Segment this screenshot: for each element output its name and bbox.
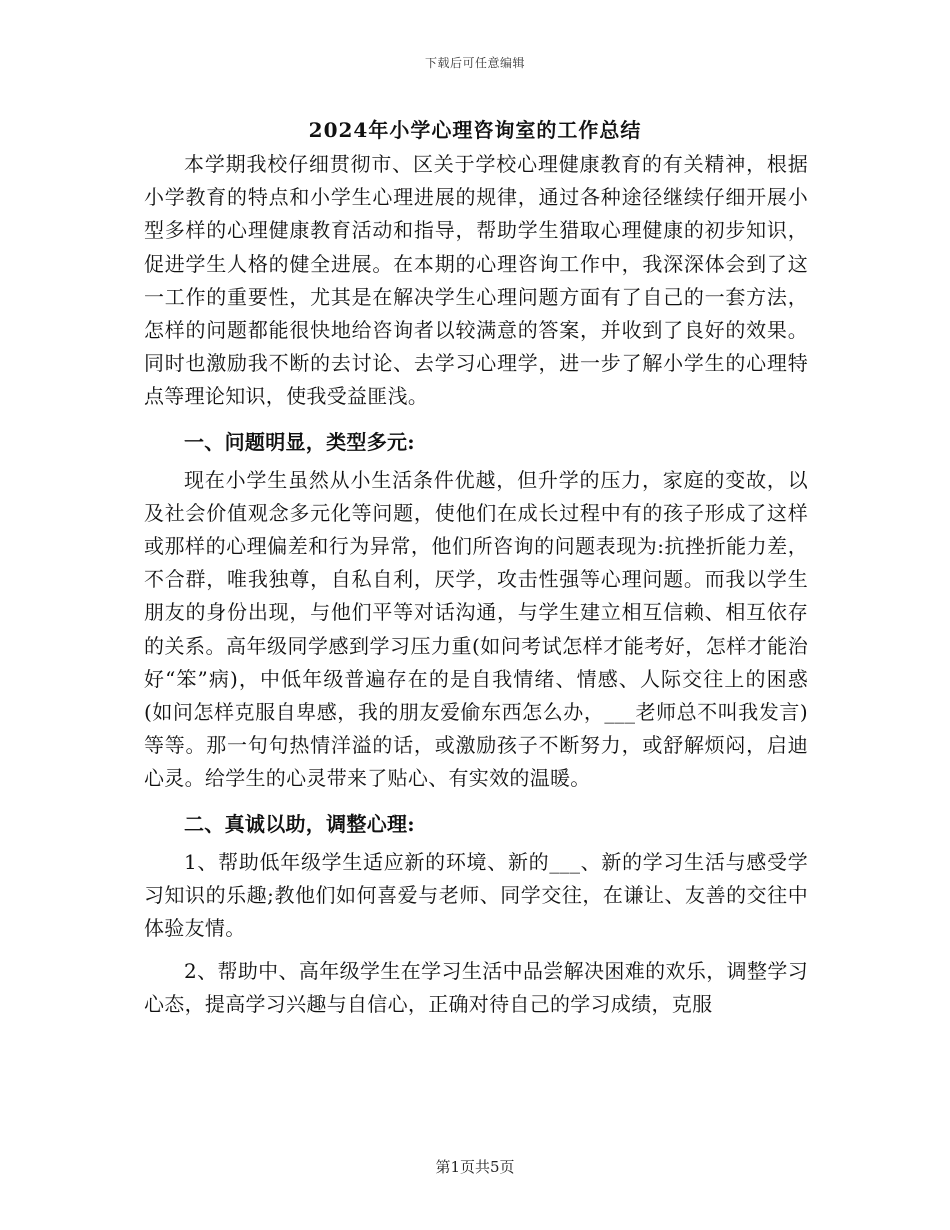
intro-paragraph: 本学期我校仔细贯彻市、区关于学校心理健康教育的有关精神，根据小学教育的特点和小学生心理进展的规律，通过各种途径继续仔细开展小型多样的心理健康教育活动和指导，帮助学生猎取心理健康的初步知识，促进学生人格的健全进展。在本期的心理咨询工作中，我深深体会到了这一工作的重要性，尤其是在解决学生心理问题方面有了自己的一套方法，怎样的问题都能很快地给咨询者以较满意的答案，并收到了良好的效果。同时也激励我不断的去讨论、去学习心理学，进一步了解小学生的心理特点等理论知识，使我受益匪浅。 (144, 152, 808, 409)
section-2-item-1: 1、帮助低年级学生适应新的环境、新的___、新的学习生活与感受学习知识的乐趣;教他们如何喜爱与老师、同学交往，在谦让、友善的交往中体验友情。 (144, 849, 808, 941)
section-2-heading: 二、真诚以助，调整心理: (184, 811, 415, 836)
document-title: 2024年小学心理咨询室的工作总结 (308, 118, 642, 142)
section-2-item-2: 2、帮助中、高年级学生在学习生活中品尝解决困难的欢乐，调整学习心态，提高学习兴趣与自信心，正确对待自己的学习成绩，克服 (144, 959, 808, 1017)
section-1-paragraph: 现在小学生虽然从小生活条件优越，但升学的压力，家庭的变故，以及社会价值观念多元化等问题，使他们在成长过程中有的孩子形成了这样或那样的心理偏差和行为异常，他们所咨询的问题表现为:抗挫折能力差，不合群，唯我独尊，自私自利，厌学，攻击性强等心理问题。而我以学生朋友的身份出现，与他们平等对话沟通，与学生建立相互信赖、相互依存的关系。高年级同学感到学习压力重(如问考试怎样才能考好，怎样才能治好“笨”病)，中低年级普遍存在的是自我情绪、情感、人际交往上的困惑(如问怎样克服自卑感，我的朋友爱偷东西怎么办，___老师总不叫我发言)等等。那一句句热情洋溢的话，或激励孩子不断努力，或舒解烦闷，启迪心灵。给学生的心灵带来了贴心、有实效的温暖。 (144, 467, 808, 791)
document-body (144, 148, 808, 1022)
section-1-heading: 一、问题明显，类型多元: (184, 429, 415, 454)
header-note: 下载后可任意编辑 (424, 56, 525, 70)
page-footer: 第1页共5页 (435, 1158, 515, 1176)
